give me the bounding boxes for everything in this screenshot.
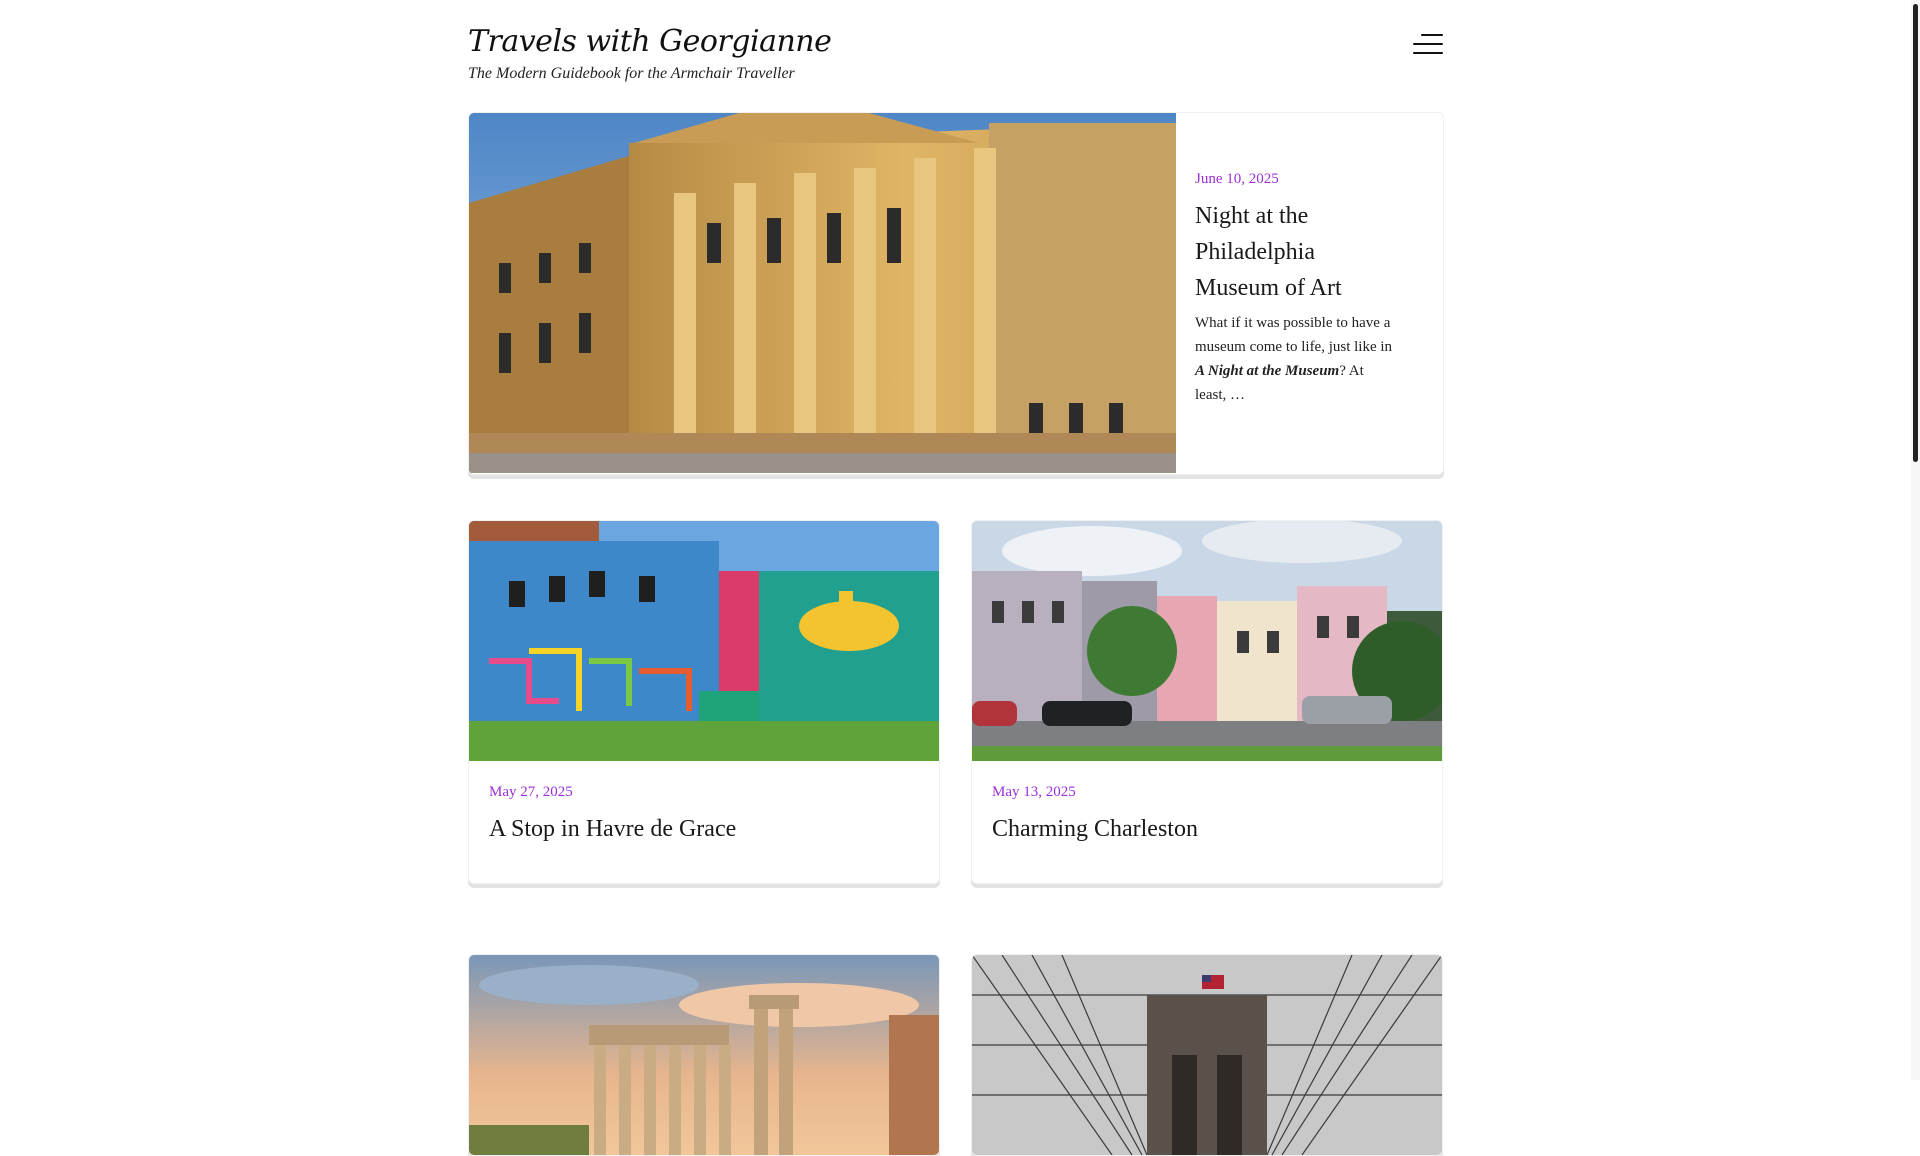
featured-post-card[interactable] — [468, 112, 1444, 475]
post-image-charleston[interactable] — [972, 521, 1442, 761]
post-date: May 13, 2025 — [992, 784, 1076, 800]
post-card[interactable] — [468, 954, 940, 1156]
post-image-brooklyn-bridge[interactable] — [972, 955, 1442, 1155]
excerpt-text: What if it was possible to have a museum come to life, just like in — [1195, 315, 1393, 355]
post-card[interactable] — [971, 954, 1443, 1156]
hamburger-menu-icon[interactable] — [1413, 34, 1443, 56]
post-image-museum[interactable] — [469, 113, 1176, 473]
post-image-havre-de-grace[interactable] — [469, 521, 939, 761]
site-title[interactable]: Travels with Georgianne — [468, 24, 832, 59]
post-card[interactable] — [468, 520, 940, 884]
post-date: May 27, 2025 — [489, 784, 573, 800]
excerpt-emphasis: A Night at the Museum — [1195, 363, 1340, 379]
post-image-rome-forum[interactable] — [469, 955, 939, 1155]
post-title[interactable]: Night at the Philadelphia Museum of Art — [1195, 203, 1342, 301]
post-card[interactable] — [971, 520, 1443, 884]
post-title[interactable]: A Stop in Havre de Grace — [489, 816, 737, 842]
excerpt-text-end: ? At least, … — [1195, 363, 1364, 403]
site-tagline: The Modern Guidebook for the Armchair Traveller — [468, 65, 795, 82]
scrollbar[interactable] — [1911, 0, 1920, 1080]
post-excerpt — [1195, 311, 1395, 407]
post-date: June 10, 2025 — [1195, 171, 1279, 187]
scrollbar-thumb[interactable] — [1913, 4, 1918, 462]
post-title[interactable]: Charming Charleston — [992, 816, 1198, 842]
